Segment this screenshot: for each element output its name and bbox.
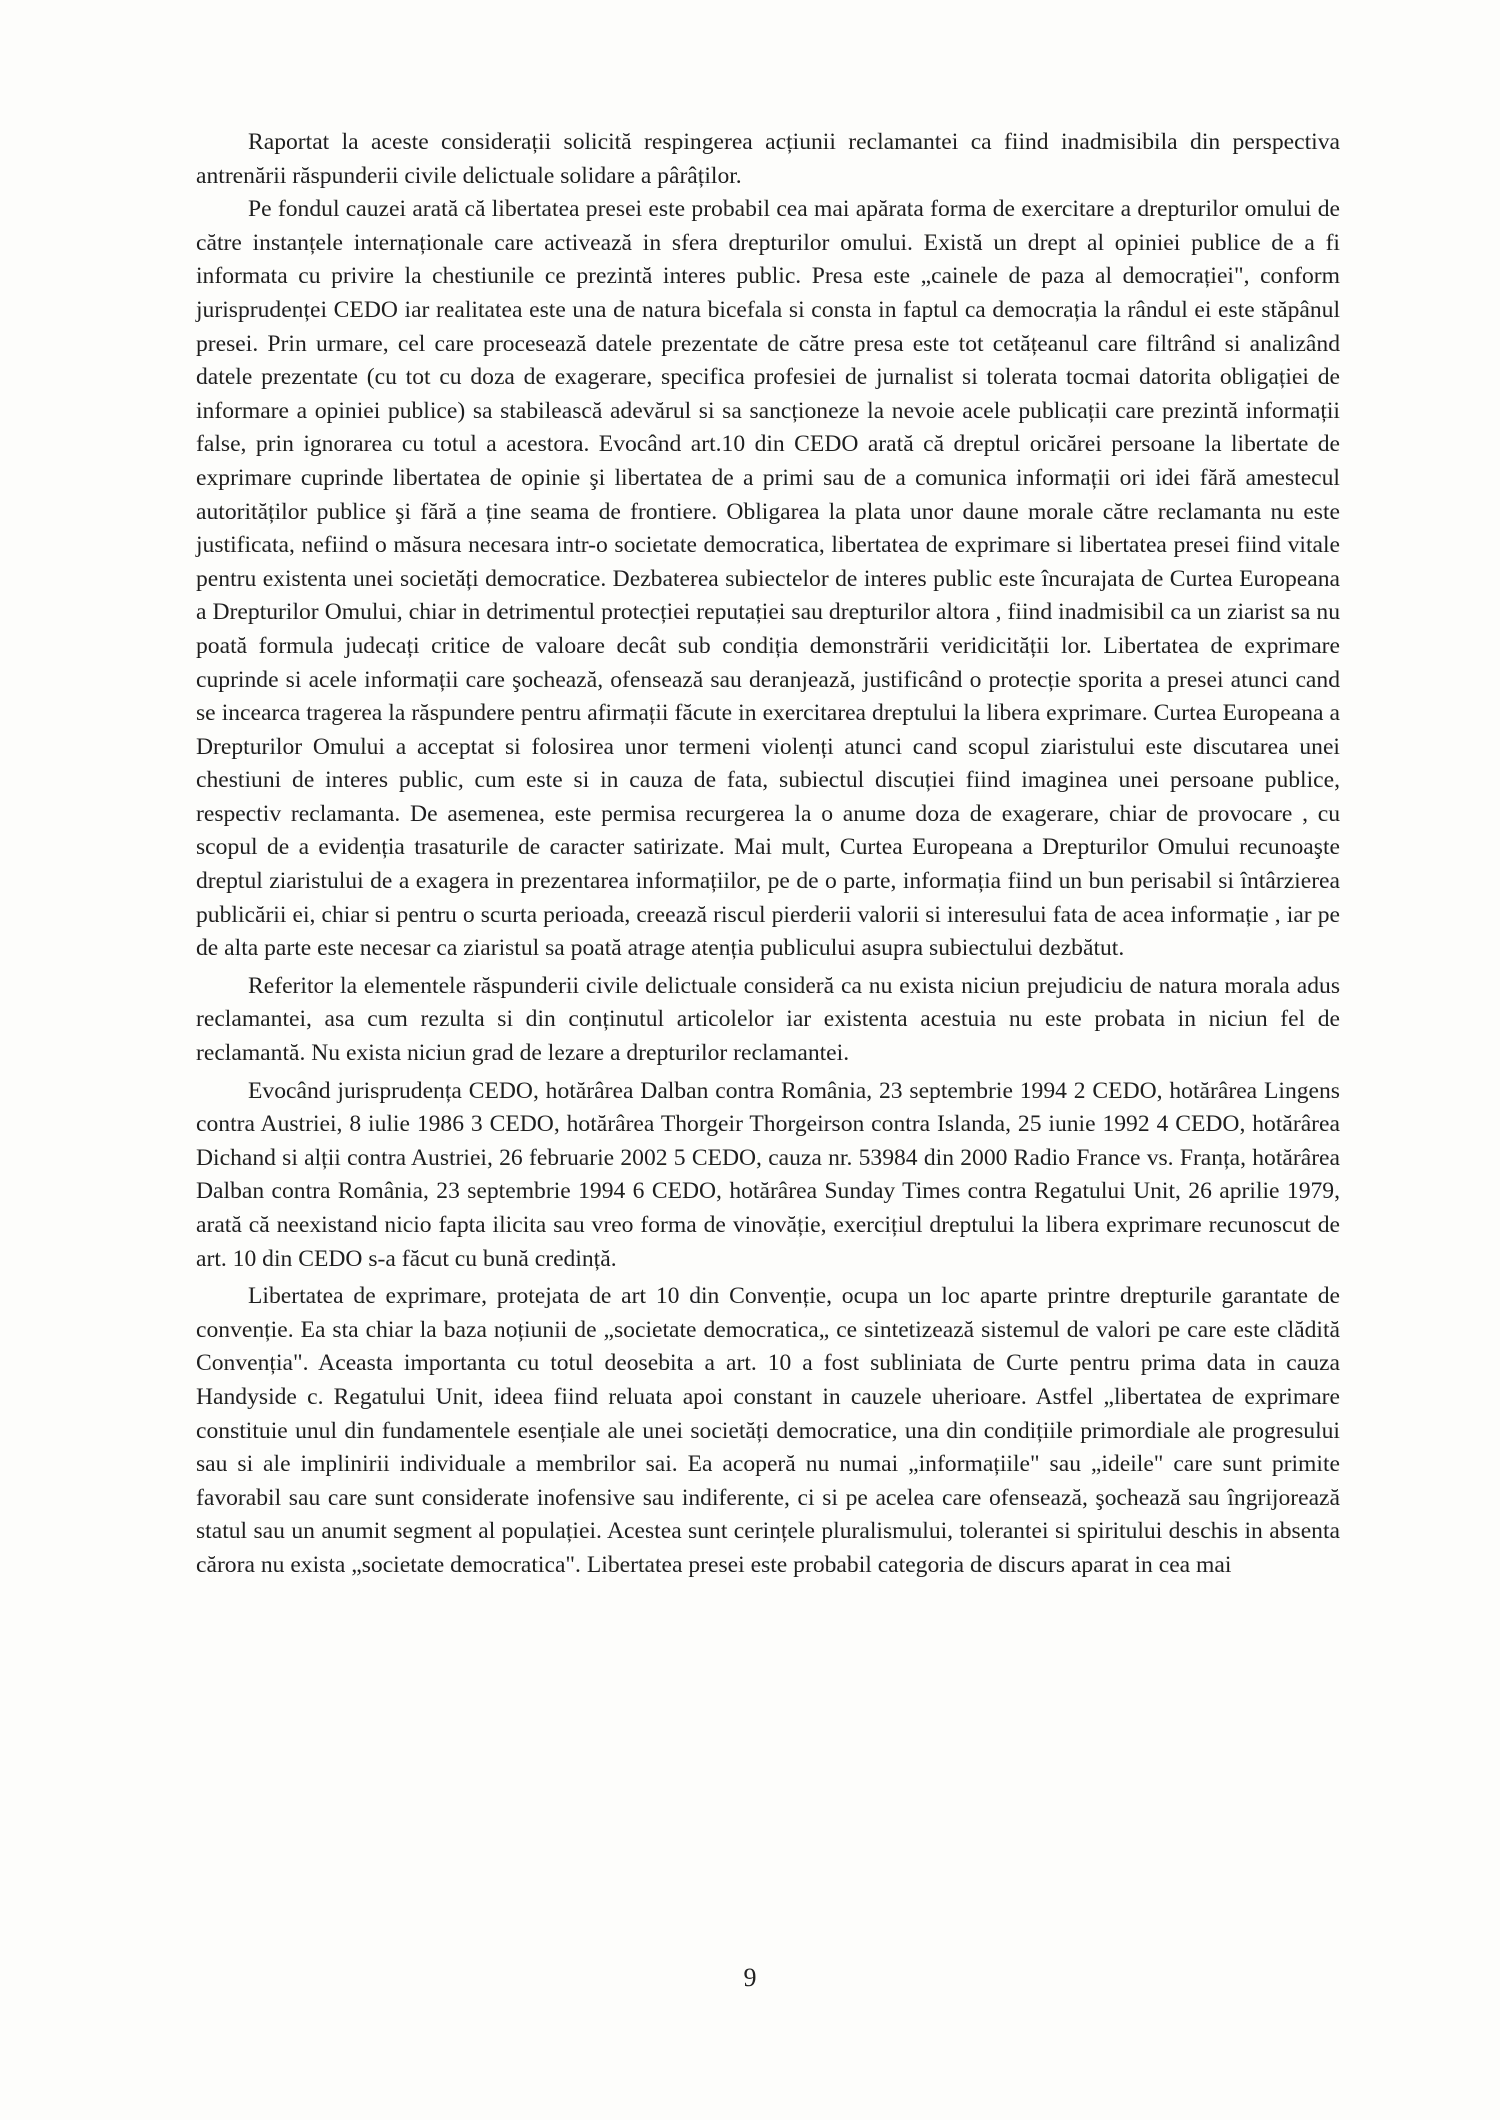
- document-body: [196, 126, 1340, 1583]
- paragraph-4: Evocând jurisprudența CEDO, hotărârea Dalban contra România, 23 septembrie 1994 2 CEDO, hotărârea Lingens contra Austriei, 8 iulie 1986 3 CEDO, hotărârea Thorgeir Thorgeirson contra Islanda, 25 iunie 1992 4 CEDO, hotărârea Dichand si alții contra Austriei, 26 februarie 2002 5 CEDO, cauza nr. 53984 din 2000 Radio France vs. Franța, hotărârea Dalban contra România, 23 septembrie 1994 6 CEDO, hotărârea Sunday Times contra Regatului Unit, 26 aprilie 1979, arată că neexistand nicio fapta ilicita sau vreo forma de vinovăție, exercițiul dreptului la libera exprimare recunoscut de art. 10 din CEDO s-a făcut cu bună credință.: [196, 1077, 1340, 1272]
- paragraph-5: Libertatea de exprimare, protejata de art 10 din Convenție, ocupa un loc aparte printre drepturile garantate de convenție. Ea sta chiar la baza noțiunii de „societate democratica„ ce sintetizează sistemul de valori pe care este clădită Convenția". Aceasta importanta cu totul deosebita a art. 10 a fost subliniata de Curte pentru prima data in cauza Handyside c. Regatului Unit, ideea fiind reluata apoi constant in cauzele uherioare. Astfel „libertatea de exprimare constituie unul din fundamentele esențiale ale unei societăți democratice, una din condițiile primordiale ale progresului sau si ale implinirii individuale a membrilor sai. Ea acoperă nu numai „informațiile" sau „ideile" care sunt primite favorabil sau care sunt considerate inofensive sau indiferente, ci si pe acelea care ofensează, şochează sau îngrijorează statul sau un anumit segment al populației. Acestea sunt cerințele pluralismului, tolerantei si spiritului deschis in absenta cărora nu exista „societate democratica". Libertatea presei este probabil categoria de discurs aparat in cea mai: [196, 1283, 1340, 1578]
- paragraph-2: Pe fondul cauzei arată că libertatea presei este probabil cea mai apărata forma de exercitare a drepturilor omului de către instanțele internaționale care activează in sfera drepturilor omului. Există un drept al opiniei publice de a fi informata cu privire la chestiunile ce prezintă interes public. Presa este „cainele de paza al democrației", conform jurisprudenței CEDO iar realitatea este una de natura bicefala si consta in faptul ca democrația la rândul ei este stăpânul presei. Prin urmare, cel care procesează datele prezentate de către presa este tot cetățeanul care filtrând si analizând datele prezentate (cu tot cu doza de exagerare, specifica profesiei de jurnalist si tolerata tocmai datorita obligației de informare a opiniei publice) sa stabilească adevărul si sa sancționeze la nevoie acele publicații care prezintă informații false, prin ignorarea cu totul a acestora. Evocând art.10 din CEDO arată că dreptul oricărei persoane la libertate de exprimare cuprinde libertatea de opinie şi libertatea de a primi sau de a comunica informații ori idei fără amestecul autorităților publice şi fără a ține seama de frontiere. Obligarea la plata unor daune morale către reclamanta nu este justificata, nefiind o măsura necesara intr-o societate democratica, libertatea de exprimare si libertatea presei fiind vitale pentru existenta unei societăți democratice. Dezbaterea subiectelor de interes public este încurajata de Curtea Europeana a Drepturilor Omului, chiar in detrimentul protecției reputației sau drepturilor altora , fiind inadmisibil ca un ziarist sa nu poată formula judecați critice de valoare decât sub condiția demonstrării veridicității lor. Libertatea de exprimare cuprinde si acele informații care şochează, ofensează sau deranjează, justificând o protecție sporita a presei atunci cand se incearca tragerea la răspundere pentru afirmații făcute in exercitarea dreptului la libera exprimare. Curtea Europeana a Drepturilor Omului a acceptat si folosirea unor termeni violenți atunci cand scopul ziaristului este discutarea unei chestiuni de interes public, cum este si in cauza de fata, subiectul discuției fiind imaginea unei persoane publice, respectiv reclamanta. De asemenea, este permisa recurgerea la o anume doza de exagerare, chiar de provocare , cu scopul de a evidenția trasaturile de caracter satirizate. Mai mult, Curtea Europeana a Drepturilor Omului recunoaşte dreptul ziaristului de a exagera in prezentarea informațiilor, pe de o parte, informația fiind un bun perisabil si întârzierea publicării ei, chiar si pentru o scurta perioada, creează riscul pierderii valorii si interesului fata de acea informație , iar pe de alta parte este necesar ca ziaristul sa poată atrage atenția publicului asupra subiectului dezbătut.: [196, 196, 1340, 962]
- paragraph-1: Raportat la aceste considerații solicită respingerea acțiunii reclamantei ca fiind inadmisibila din perspectiva antrenării răspunderii civile delictuale solidare a pârâților.: [196, 129, 1340, 189]
- paragraph-3: Referitor la elementele răspunderii civile delictuale consideră ca nu exista niciun prejudiciu de natura morala adus reclamantei, asa cum rezulta si din conținutul articolelor iar existenta acestuia nu este probata in niciun fel de reclamantă. Nu exista niciun grad de lezare a drepturilor reclamantei.: [196, 972, 1340, 1067]
- page-number: 9: [743, 1963, 757, 1992]
